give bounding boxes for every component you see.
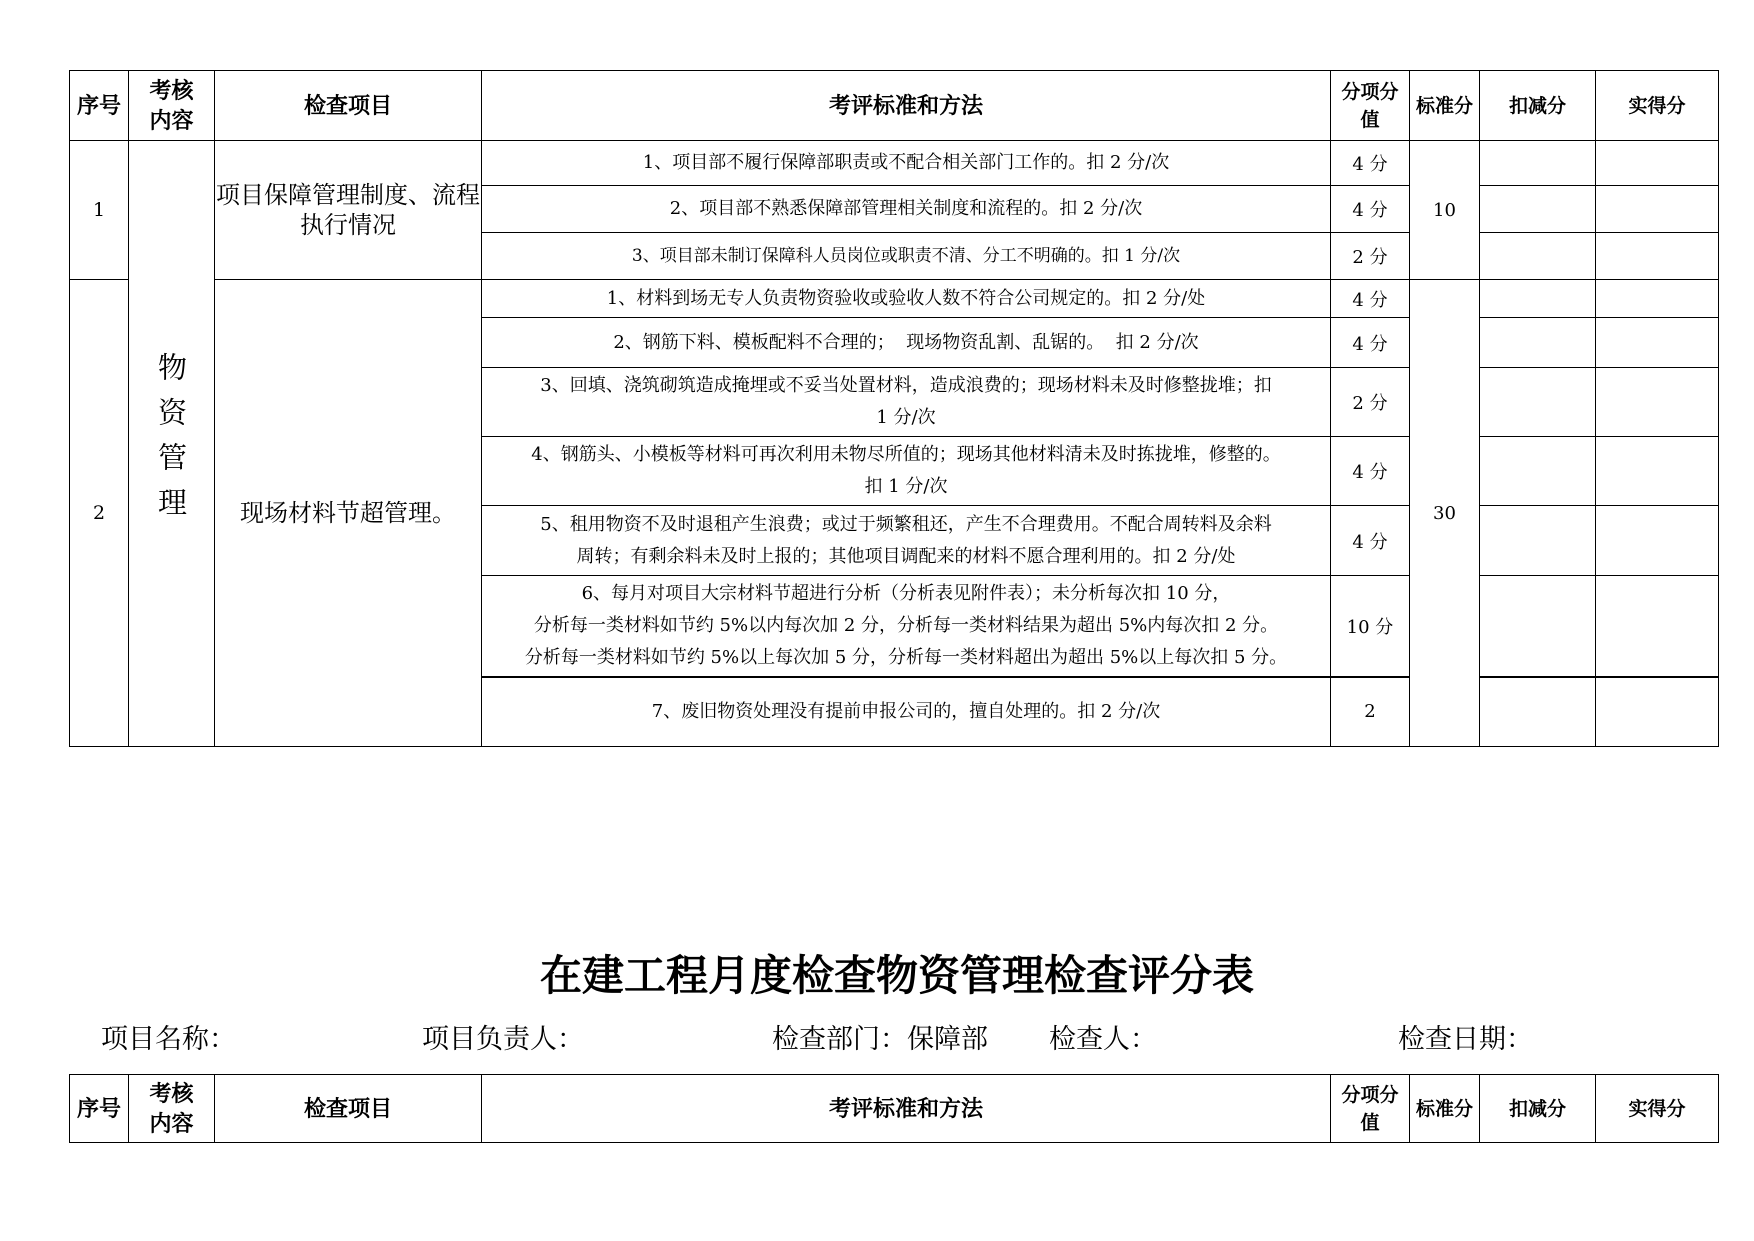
header-row (70, 1075, 1719, 1143)
deduct-cell (1480, 576, 1596, 677)
deduct-cell (1480, 506, 1596, 576)
deduct-cell (1480, 677, 1596, 747)
actual-cell (1596, 437, 1719, 506)
deduct-cell (1480, 368, 1596, 437)
header-sub-score-line: 分项分 (1341, 1083, 1399, 1106)
sub-score-cell: 4 分 (1331, 437, 1410, 506)
deduct-cell (1480, 233, 1596, 280)
header-std-score: 标准分 (1410, 1075, 1480, 1143)
actual-cell (1596, 576, 1719, 677)
sub-score-cell: 10 分 (1331, 576, 1410, 677)
header-deduct: 扣减分 (1480, 1075, 1596, 1143)
sub-score-cell: 4 分 (1331, 141, 1410, 186)
category-label: 物资管理 (154, 351, 188, 532)
actual-cell (1596, 368, 1719, 437)
criteria-line: 3、项目部未制订保障科人员岗位或职责不清、分工不明确的。扣 1 分/次 (631, 246, 1181, 266)
header-sub-score-line: 值 (1360, 1111, 1380, 1134)
std-score-cell: 10 (1410, 141, 1480, 280)
actual-cell (1596, 141, 1719, 186)
criteria-cell (482, 368, 1331, 437)
header-content-line: 考核 (149, 77, 194, 104)
sub-score-cell: 4 分 (1331, 186, 1410, 233)
sub-score-cell: 4 分 (1331, 280, 1410, 318)
header-content-line: 内容 (149, 1110, 194, 1137)
criteria-line: 1 分/次 (876, 407, 936, 428)
deduct-cell (1480, 437, 1596, 506)
header-actual: 实得分 (1596, 1075, 1719, 1143)
criteria-line: 分析每一类材料如节约 5%以内每次加 2 分，分析每一类材料结果为超出 5%内每次扣 2 分。 (533, 614, 1279, 636)
item-line: 项目保障管理制度、流程 (216, 181, 480, 209)
sub-score-cell: 4 分 (1331, 506, 1410, 576)
actual-cell (1596, 677, 1719, 747)
sub-score-cell: 4 分 (1331, 318, 1410, 368)
std-score-cell: 30 (1410, 280, 1480, 747)
header-sub-score-line: 分项分 (1341, 80, 1399, 103)
header-seq: 序号 (70, 71, 129, 141)
criteria-line: 2、钢筋下料、模板配料不合理的； 现场物资乱割、乱锯的。 扣 2 分/次 (613, 331, 1199, 353)
criteria-cell (482, 280, 1331, 318)
document-title: 在建工程月度检查物资管理检查评分表 (539, 951, 1254, 1000)
deduct-cell (1480, 186, 1596, 233)
score-table-header (69, 1074, 1719, 1143)
table-row (70, 141, 1719, 186)
header-item: 检查项目 (215, 71, 482, 141)
item-cell (215, 280, 482, 747)
header-content (129, 71, 215, 141)
header-sub-score-line: 值 (1360, 108, 1380, 131)
header-sub-score (1331, 71, 1410, 141)
table-row (70, 280, 1719, 318)
header-content (129, 1075, 215, 1143)
sub-score-cell: 2 (1331, 677, 1410, 747)
score-table (69, 70, 1719, 747)
header-content-line: 内容 (149, 107, 194, 134)
date-label: 检查日期： (1398, 1024, 1533, 1055)
criteria-line: 3、回填、浇筑砌筑造成掩埋或不妥当处置材料，造成浪费的；现场材料未及时修整拢堆；扣 (540, 375, 1272, 396)
inspector-label: 检查人： (1049, 1024, 1157, 1055)
sub-score-cell: 2 分 (1331, 368, 1410, 437)
criteria-cell (482, 233, 1331, 280)
header-criteria: 考评标准和方法 (482, 1075, 1331, 1143)
criteria-line: 扣 1 分/次 (864, 476, 948, 497)
deduct-cell (1480, 318, 1596, 368)
criteria-line: 分析每一类材料如节约 5%以上每次加 5 分，分析每一类材料超出为超出 5%以上每次扣 5 分。 (524, 646, 1288, 668)
item-line: 执行情况 (300, 211, 396, 239)
criteria-cell (482, 437, 1331, 506)
header-deduct: 扣减分 (1480, 71, 1596, 141)
department-label: 检查部门：保障部 (772, 1024, 988, 1055)
actual-cell (1596, 318, 1719, 368)
criteria-line: 1、材料到场无专人负责物资验收或验收人数不符合公司规定的。扣 2 分/处 (606, 287, 1206, 309)
criteria-line: 1、项目部不履行保障部职责或不配合相关部门工作的。扣 2 分/次 (642, 152, 1170, 173)
header-item: 检查项目 (215, 1075, 482, 1143)
criteria-line: 6、每月对项目大宗材料节超进行分析（分析表见附件表）；未分析每次扣 10 分， (581, 582, 1231, 604)
actual-cell (1596, 186, 1719, 233)
deduct-cell (1480, 141, 1596, 186)
seq-cell: 1 (70, 141, 129, 280)
criteria-line: 2、项目部不熟悉保障部管理相关制度和流程的。扣 2 分/次 (669, 198, 1143, 219)
criteria-line: 4、钢筋头、小模板等材料可再次利用未物尽所值的；现场其他材料清未及时拣拢堆，修整的。 (531, 444, 1281, 465)
sub-score-cell: 2 分 (1331, 233, 1410, 280)
criteria-cell (482, 506, 1331, 576)
seq-cell: 2 (70, 280, 129, 747)
criteria-cell (482, 141, 1331, 186)
project-lead-label: 项目负责人： (422, 1024, 584, 1055)
header-row (70, 71, 1719, 141)
header-sub-score (1331, 1075, 1410, 1143)
item-cell (215, 141, 482, 280)
actual-cell (1596, 233, 1719, 280)
header-content-line: 考核 (149, 1080, 194, 1107)
project-name-label: 项目名称： (101, 1024, 236, 1055)
criteria-line: 7、废旧物资处理没有提前申报公司的，擅自处理的。扣 2 分/次 (651, 700, 1161, 722)
header-std-score: 标准分 (1410, 71, 1480, 141)
header-criteria: 考评标准和方法 (482, 71, 1331, 141)
criteria-cell (482, 677, 1331, 747)
criteria-line: 5、租用物资不及时退租产生浪费；或过于频繁租还，产生不合理费用。不配合周转料及余料 (540, 513, 1272, 535)
deduct-cell (1480, 280, 1596, 318)
header-actual: 实得分 (1596, 71, 1719, 141)
actual-cell (1596, 506, 1719, 576)
actual-cell (1596, 280, 1719, 318)
item-line: 现场材料节超管理。 (240, 499, 456, 527)
category-cell (129, 141, 215, 747)
header-seq: 序号 (70, 1075, 129, 1143)
criteria-cell (482, 318, 1331, 368)
criteria-cell (482, 186, 1331, 233)
criteria-cell (482, 576, 1331, 677)
criteria-line: 周转；有剩余料未及时上报的；其他项目调配来的材料不愿合理利用的。扣 2 分/处 (576, 545, 1236, 567)
